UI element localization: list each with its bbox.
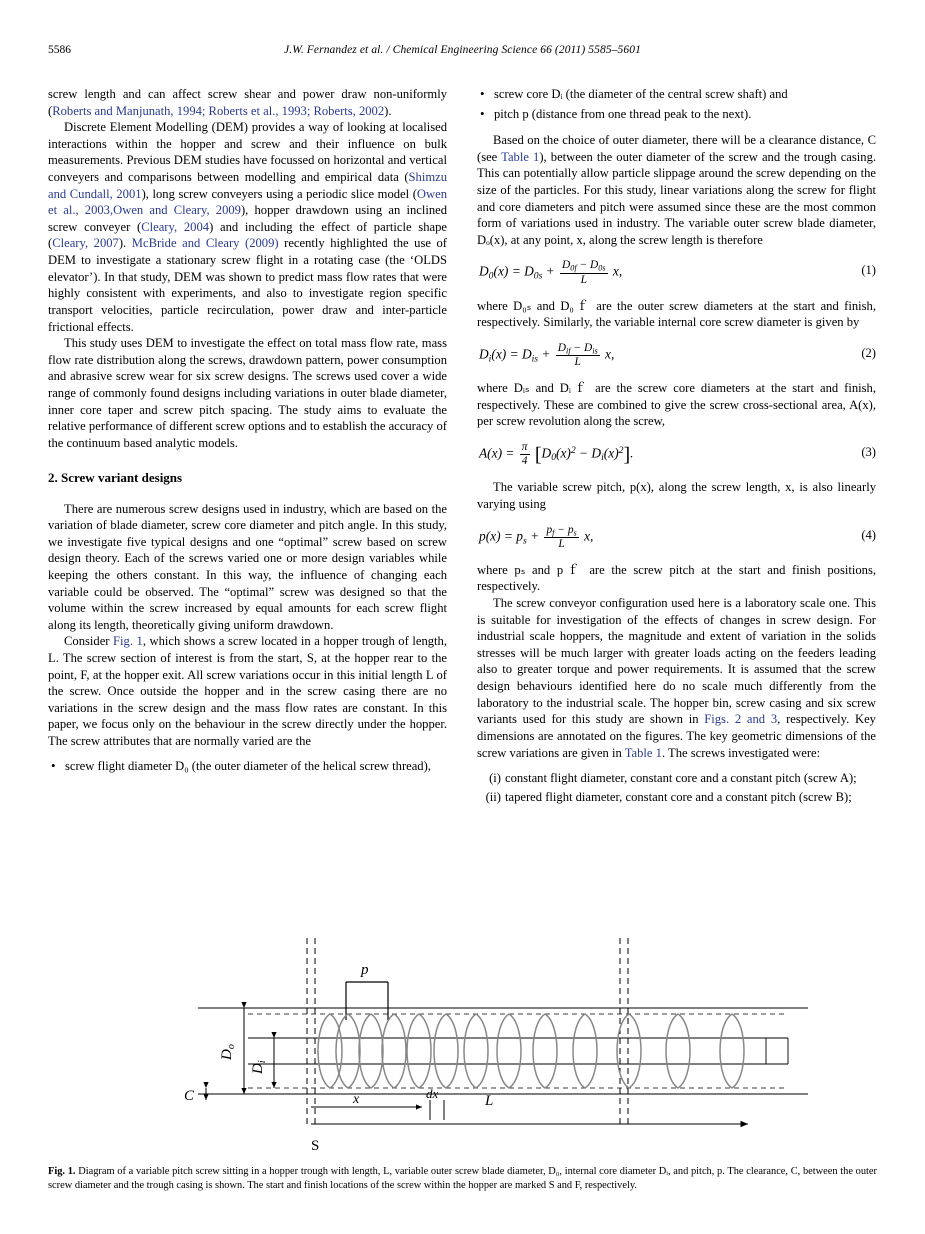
equation-4-number: (4)	[861, 527, 876, 542]
screw-flights	[336, 1014, 744, 1088]
paragraph-screw-designs: There are numerous screw designs used in industry, which are based on the variation of blade diameter, screw core diameter and pitch angle. In this study, we investigate five typical designs and one “optimal” screw based on screw design theory. Each of the screws varied one or more design variables while keeping the others constant. In this way, the influence of changing each variable could be observed. The “optimal” screw was designed so that the volume within the screw increased by equal amounts for each screw flight along its length, theoretically giving uniform drawdown.	[48, 501, 447, 632]
para1-text-b: ).	[384, 103, 392, 118]
para5-text-a: Consider	[64, 634, 114, 649]
rpara1-text-a: Based on the choice of outer diameter, there will be a clearance distance, C (see	[477, 133, 876, 164]
equation-1-number: (1)	[861, 263, 876, 278]
citation-cleary-2004[interactable]: Cleary, 2004	[141, 219, 210, 234]
paragraph-clearance	[477, 132, 876, 248]
equation-4-body: $p(x) = p_s$ + $\frac{p_f - p_s}{L}$ x,	[479, 523, 594, 551]
axis-annotations	[311, 1086, 748, 1154]
paragraph-where-outer: where D₀ₛ and D₀ｆ are the outer screw diameters at the start and finish, respectively. Similarly, the variable internal core screw diameter is given by	[477, 298, 876, 330]
equation-1-body: $D_0(x) = D_{0s}$ + $\frac{D_{0f} - D_{0s}}{L}$ x,	[479, 259, 623, 286]
para2-text-f: recently highlighted the use of DEM to investigate a stationary screw flight in a rotating case (the ‘OLDS elevator’). In that study, DEM was shown to predict mass flow rates that were highly consistent with experiments, and also to investigate region specific transport velocities, particle recirculation, power draw and inter-particle frictional effects.	[48, 236, 447, 334]
pitch-label: p	[361, 962, 369, 978]
list-item: • screw core Dᵢ (the diameter of the central screw shaft) and	[477, 86, 876, 103]
figure-caption-text: Diagram of a variable pitch screw sitting in a hopper trough with length, L, variable outer screw blade diameter, D₀, internal core diameter Dᵢ, and pitch, p. The clearance, C, between the outer screw diameter and the trough casing is shown. The start and finish locations of the screw within the hopper are marked S and F, respectively.	[48, 1166, 877, 1191]
pitch-annotation	[346, 962, 388, 1020]
s-label: S	[311, 1138, 320, 1154]
list-item	[477, 789, 876, 806]
di-label: $D_i$	[250, 1060, 268, 1074]
screw-diagram	[48, 928, 877, 1156]
screw-attributes-list-right	[477, 86, 876, 122]
paragraph-variable-pitch: The variable screw pitch, p(x), along the screw length, x, is also linearly varying using	[477, 480, 876, 511]
dimension-di	[250, 1038, 274, 1088]
citation-owen-cleary[interactable]: Owen and Cleary, 2009	[113, 203, 241, 218]
para2-text-b: ), long screw conveyers using a periodic slice model (	[141, 186, 417, 201]
c-label: C	[184, 1088, 195, 1104]
paragraph-dem-intro	[48, 119, 447, 335]
para5-text-b: , which shows a screw located in a hopper trough of length, L. The screw section of interest is from the start, S, at the hopper rear to the point, F, at the hopper exit. All screw variations occur in this initial length L of the screw. Once outside the hopper and in the screw casing there are no variations in the screw design and the mass flow rates are constant. In this paper, we focus only on the behaviour in the screw directly under the hopper. The screw attributes that are normally varied are the	[48, 634, 447, 749]
figure-1	[48, 928, 877, 1192]
screw-variants-list	[477, 770, 876, 805]
para1-text-a: screw length and can affect screw shear and power draw non-uniformly (	[48, 87, 447, 118]
rpara6-text-a: The screw conveyor configuration used here is a laboratory scale one. This is suitable for investigation of the effects of changes in screw design. For industrial scale hoppers, the magnitude and extent of variation in the solids stresses will be much larger with greater loads acting on the feeders leading also to greater torque and power requirements. It is assumed that the screw design behaviours identified here do no scale much differently from the laboratory to the industrial scale. The hopper bin, screw casing and six screw variants used for this study are shown in	[477, 596, 876, 727]
paragraph-where-core: where Dᵢₛ and Dᵢｆ are the screw core diameters at the start and finish, respectively. These are combined to give the screw cross-sectional area, A(x), per screw revolution along the screw,	[477, 381, 876, 429]
citation-owen-2003[interactable]: Owen et al., 2003,	[48, 186, 447, 218]
page-folio: 5586	[48, 44, 71, 56]
equation-3-fraction: $\frac{\pi}{4}$	[521, 441, 528, 467]
list-item-text: constant flight diameter, constant core and a constant pitch (screw A);	[505, 771, 857, 786]
paragraph-continuation	[48, 86, 447, 119]
citation-shimzu-cundall[interactable]: Shimzu and Cundall, 2001	[48, 170, 447, 201]
equation-3	[477, 441, 876, 468]
equation-2-fraction: $\frac{D_{if} - D_{is}}{L}$	[557, 341, 598, 369]
list-item-marker: (ii)	[485, 789, 501, 804]
dx-label: dx	[426, 1086, 439, 1101]
equation-3-number: (3)	[861, 445, 876, 460]
list-item: • pitch p (distance from one thread peak to the next).	[477, 106, 876, 123]
rpara6-text-b: , respectively. Key dimensions are annotated on the figures. The key geometric dimensions of the screw variations are given in	[477, 712, 876, 760]
list-item-marker: (i)	[489, 771, 501, 786]
citation-cleary-2007[interactable]: Cleary, 2007	[52, 236, 119, 251]
figure-caption	[48, 1165, 877, 1192]
para2-text-d: ) and including the effect of particle shape (	[48, 219, 447, 251]
l-label: L	[485, 1093, 494, 1109]
list-item-text: tapered flight diameter, constant core and a constant pitch (screw B);	[505, 789, 852, 804]
left-column	[48, 86, 447, 807]
paragraph-study-scope: This study uses DEM to investigate the effect on total mass flow rate, mass flow rate distribution along the screws, drawdown pattern, power consumption and abrasive screw wear for six screw designs. The screws used cover a wide range of commonly found designs including variations in outer blade diameter, inner core taper and screw pitch spacing. The study aims to evaluate the relative performance of different screw options and to establish the accuracy of the continuum based analytic models.	[48, 336, 447, 450]
para2-text-a: Discrete Element Modelling (DEM) provides a way of looking at localised interactions within the hopper and screw and their influence on bulk measurements. Previous DEM studies have focussed on horizontal and vertical conveyers and comparisons between modelling and empirical data (	[48, 120, 447, 185]
figure-reference-fig1[interactable]: Fig. 1	[113, 634, 143, 649]
d0-label: $D_o$	[219, 1044, 237, 1060]
screw-flights-start	[318, 1014, 342, 1088]
para2-text-c: ), hopper drawdown using an inclined screw conveyer (	[48, 203, 448, 234]
x-label: x	[353, 1092, 360, 1107]
paragraph-where-pitch: where pₛ and pｆ are the screw pitch at the start and finish positions, respectively.	[477, 562, 876, 594]
paragraph-consider-fig1	[48, 633, 447, 749]
dimension-c	[184, 1088, 206, 1104]
citation-roberts[interactable]: Roberts and Manjunath, 1994; Roberts et al., 1993; Roberts, 2002	[52, 103, 385, 118]
running-head	[48, 44, 877, 60]
equation-3-body: A(x) = $\frac{\pi}{4}$ $[D_0(x)^2 - D_i(x)^2]$.	[479, 441, 634, 467]
rpara1-text-b: ), between the outer diameter of the screw and the trough casing. This can potentially allow particle slippage around the screw depending on the size of the particles. For this study, linear variations along the screw for flight and core diameters and pitch were assumed since these are the most common form of variations used in industry. The variable outer screw blade diameter, Dₒ(x), at any point, x, along the screw length is therefore	[477, 149, 877, 247]
equation-1	[477, 259, 876, 286]
equation-1-fraction: $\frac{D_{0f} - D_{0s}}{L}$	[562, 259, 606, 286]
para2-text-e: ).	[118, 236, 132, 251]
equation-4-fraction: $\frac{p_f - p_s}{L}$	[546, 523, 577, 551]
figure-caption-label: Fig. 1.	[48, 1166, 76, 1177]
right-column	[477, 86, 876, 807]
equation-4	[477, 524, 876, 551]
section-heading-screw-variant-designs: 2. Screw variant designs	[48, 470, 183, 486]
table-reference-1b[interactable]: Table 1	[624, 745, 662, 760]
figure-reference-figs2-3[interactable]: Figs. 2 and 3	[704, 712, 778, 727]
list-item: • screw flight diameter D₀ (the outer diameter of the helical screw thread),	[48, 758, 447, 775]
equation-2-number: (2)	[861, 345, 876, 360]
equation-2-body: $D_i(x) = D_{is}$ + $\frac{D_{if} - D_{is}}{L}$ x,	[479, 341, 615, 369]
table-reference-1a[interactable]: Table 1	[501, 149, 540, 164]
running-head-citation: J.W. Fernandez et al. / Chemical Engineering Science 66 (2011) 5585–5601	[284, 44, 641, 56]
dimension-d0	[219, 1008, 244, 1094]
equation-2	[477, 342, 876, 369]
list-item	[477, 770, 876, 787]
rpara6-text-c: . The screws investigated were:	[661, 745, 821, 760]
citation-mcbride-cleary[interactable]: McBride and Cleary (2009)	[131, 236, 279, 251]
screw-attributes-list-left	[48, 758, 447, 775]
paragraph-conveyor-config	[477, 595, 876, 761]
body-columns	[48, 86, 877, 807]
